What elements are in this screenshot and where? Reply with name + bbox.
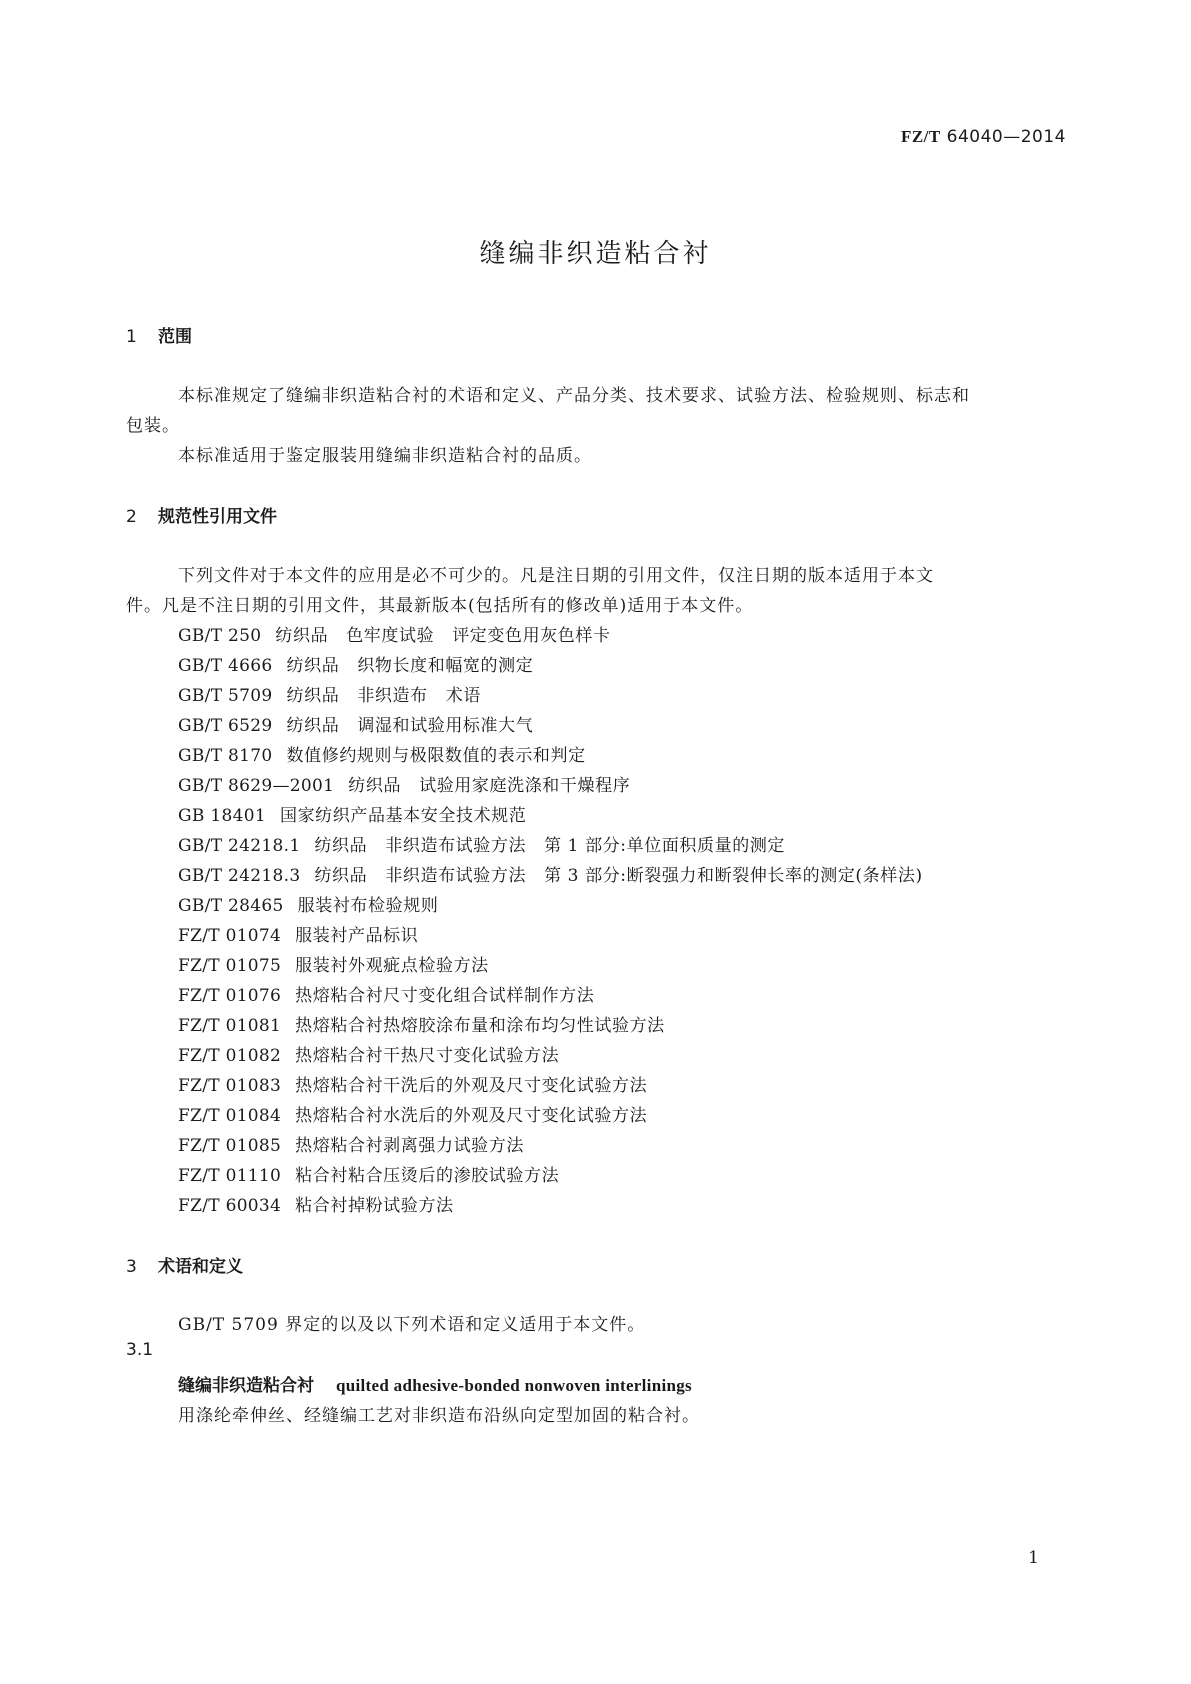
reference-code: FZ/T 01081 xyxy=(178,1016,282,1036)
term-entry xyxy=(178,1371,692,1396)
reference-item xyxy=(178,861,923,886)
reference-item xyxy=(178,1011,665,1036)
section-title: 范围 xyxy=(158,327,192,347)
reference-title-part: 试验用家庭洗涤和干燥程序 xyxy=(419,776,631,796)
reference-title-part: 热熔粘合衬尺寸变化组合试样制作方法 xyxy=(295,986,595,1006)
section-2-heading xyxy=(126,502,277,527)
reference-item xyxy=(178,711,533,736)
reference-code: FZ/T 01085 xyxy=(178,1136,282,1156)
reference-item xyxy=(178,771,630,796)
reference-item xyxy=(178,621,611,646)
section-title: 规范性引用文件 xyxy=(158,507,277,527)
s1-paragraph-2: 本标准适用于鉴定服装用缝编非织造粘合衬的品质。 xyxy=(178,446,592,466)
reference-code: FZ/T 60034 xyxy=(178,1196,282,1216)
s1-paragraph-1-line-2: 包装。 xyxy=(126,416,180,436)
reference-item xyxy=(178,951,489,976)
reference-code: GB/T 4666 xyxy=(178,656,273,676)
reference-code: GB/T 6529 xyxy=(178,716,273,736)
page-number: 1 xyxy=(1028,1548,1039,1568)
reference-title-part: 热熔粘合衬热熔胶涂布量和涂布均匀性试验方法 xyxy=(295,1016,665,1036)
reference-item xyxy=(178,1191,454,1216)
standard-number: 64040—2014 xyxy=(946,127,1066,147)
reference-code: FZ/T 01082 xyxy=(178,1046,282,1066)
reference-code: FZ/T 01084 xyxy=(178,1106,282,1126)
reference-code: FZ/T 01083 xyxy=(178,1076,282,1096)
reference-title-part: 数值修约规则与极限数值的表示和判定 xyxy=(286,746,586,766)
reference-title-part: 热熔粘合衬剥离强力试验方法 xyxy=(295,1136,524,1156)
reference-code: GB/T 8629—2001 xyxy=(178,776,335,796)
reference-title-part: 服装衬外观疵点检验方法 xyxy=(295,956,489,976)
reference-code: GB/T 8170 xyxy=(178,746,273,766)
document-title: 缝编非织造粘合衬 xyxy=(479,239,712,269)
reference-code: GB/T 24218.1 xyxy=(178,836,301,856)
reference-title-part: 第 1 部分:单位面积质量的测定 xyxy=(544,836,786,856)
standard-prefix: FZ/T xyxy=(900,127,941,146)
section-number: 1 xyxy=(126,327,137,347)
term-definition: 用涤纶牵伸丝、经缝编工艺对非织造布沿纵向定型加固的粘合衬。 xyxy=(178,1406,700,1426)
reference-code: GB/T 28465 xyxy=(178,896,284,916)
reference-code: FZ/T 01074 xyxy=(178,926,282,946)
reference-title-part: 纺织品 xyxy=(286,716,340,736)
reference-title-part: 非织造布试验方法 xyxy=(385,866,527,886)
reference-title-part: 术语 xyxy=(445,686,481,706)
reference-code: GB 18401 xyxy=(178,806,266,826)
reference-title-part: 纺织品 xyxy=(314,836,368,856)
reference-item xyxy=(178,1101,647,1126)
reference-title-part: 纺织品 xyxy=(314,866,368,886)
reference-title-part: 服装衬产品标识 xyxy=(295,926,419,946)
s1-paragraph-1-line-1: 本标准规定了缝编非织造粘合衬的术语和定义、产品分类、技术要求、试验方法、检验规则、标志和 xyxy=(178,386,970,406)
reference-code: FZ/T 01076 xyxy=(178,986,282,1006)
section-3-heading xyxy=(126,1252,243,1277)
reference-code: GB/T 5709 xyxy=(178,686,273,706)
section-1-heading xyxy=(126,322,192,347)
reference-code: GB/T 24218.3 xyxy=(178,866,301,886)
reference-item xyxy=(178,831,785,856)
section-number: 2 xyxy=(126,507,137,527)
reference-title-part: 评定变色用灰色样卡 xyxy=(452,626,611,646)
s2-paragraph-line-2: 件。凡是不注日期的引用文件，其最新版本(包括所有的修改单)适用于本文件。 xyxy=(126,596,754,616)
reference-title-part: 非织造布 xyxy=(357,686,428,706)
reference-title-part: 纺织品 xyxy=(275,626,329,646)
reference-title-part: 纺织品 xyxy=(348,776,402,796)
reference-item xyxy=(178,921,418,946)
reference-title-part: 热熔粘合衬干洗后的外观及尺寸变化试验方法 xyxy=(295,1076,648,1096)
reference-title-part: 粘合衬粘合压烫后的渗胶试验方法 xyxy=(295,1166,560,1186)
reference-item xyxy=(178,1041,559,1066)
reference-item xyxy=(178,801,526,826)
reference-title-part: 热熔粘合衬水洗后的外观及尺寸变化试验方法 xyxy=(295,1106,648,1126)
reference-code: FZ/T 01110 xyxy=(178,1166,282,1186)
reference-item xyxy=(178,741,586,766)
section-title: 术语和定义 xyxy=(158,1257,243,1277)
reference-title-part: 织物长度和幅宽的测定 xyxy=(357,656,534,676)
reference-code: FZ/T 01075 xyxy=(178,956,282,976)
standard-code xyxy=(901,127,1066,147)
reference-item xyxy=(178,1071,647,1096)
subsection-number: 3.1 xyxy=(126,1340,154,1360)
section-number: 3 xyxy=(126,1257,137,1277)
reference-item xyxy=(178,891,438,916)
s3-paragraph: GB/T 5709 界定的以及以下列术语和定义适用于本文件。 xyxy=(178,1315,646,1335)
reference-item xyxy=(178,981,594,1006)
reference-title-part: 国家纺织产品基本安全技术规范 xyxy=(279,806,527,826)
reference-title-part: 调湿和试验用标准大气 xyxy=(357,716,534,736)
reference-item xyxy=(178,651,533,676)
s2-paragraph-line-1: 下列文件对于本文件的应用是必不可少的。凡是注日期的引用文件，仅注日期的版本适用于本文 xyxy=(178,566,934,586)
term-chinese: 缝编非织造粘合衬 xyxy=(178,1376,314,1396)
reference-item xyxy=(178,1131,524,1156)
reference-title-part: 第 3 部分:断裂强力和断裂伸长率的测定(条样法) xyxy=(544,866,923,886)
reference-item xyxy=(178,681,481,706)
reference-title-part: 色牢度试验 xyxy=(346,626,435,646)
reference-code: GB/T 250 xyxy=(178,626,262,646)
term-english: quilted adhesive-bonded nonwoven interlinings xyxy=(336,1376,692,1395)
reference-title-part: 服装衬布检验规则 xyxy=(297,896,439,916)
reference-title-part: 热熔粘合衬干热尺寸变化试验方法 xyxy=(295,1046,560,1066)
reference-title-part: 非织造布试验方法 xyxy=(385,836,527,856)
reference-title-part: 纺织品 xyxy=(286,686,340,706)
reference-title-part: 粘合衬掉粉试验方法 xyxy=(295,1196,454,1216)
reference-item xyxy=(178,1161,559,1186)
reference-title-part: 纺织品 xyxy=(286,656,340,676)
